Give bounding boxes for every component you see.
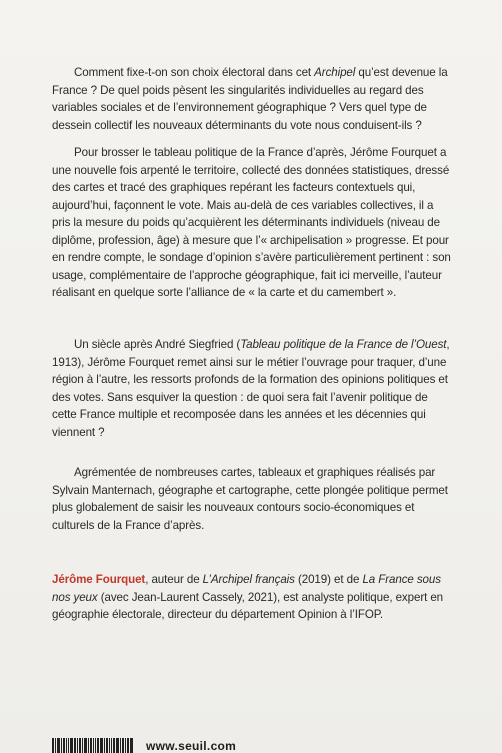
paragraph-bio: Jérôme Fourquet, auteur de L’Archipel français (2019) et de La France sous nos yeux (avec Jean-Laurent Cassely, 2021), est analyste politique, expert en géographie électorale, directeur du département Opinion à l’IFOP. (52, 573, 444, 621)
blurb-text-3 (52, 336, 454, 449)
publisher-website[interactable]: www.seuil.com (146, 738, 237, 753)
paragraph-siegfried: Un siècle après André Siegfried (Tableau politique de la France de l’Ouest, 1913), Jérôme Fourquet remet ainsi sur le métier l’ouvrage pour traquer, d’une région à l’autre, les ressorts profonds de la formation des opinions politiques et des votes. Sans esquiver la question : de quoi sera fait l’avenir politique de cette France multiple et recomposée dans les années et les décennies qui viennent ? (52, 338, 450, 439)
blurb-text (52, 64, 454, 142)
barcode-icon (52, 738, 134, 753)
paragraph-intro: Comment fixe-t-on son choix électoral dans cet Archipel qu’est devenue la France ? De quel poids pèsent les singularités individuelles au regard des variables sociales et de l’environnement géographique ? Vers quel type de dessein collectif les nouveaux déterminants du vote nous conduisent-ils ? (52, 66, 448, 132)
paragraph-maps: Agrémentée de nombreuses cartes, tableaux et graphiques réalisés par Sylvain Manternach, géographe et cartographe, cette plongée politique permet plus globalement de saisir les nouveaux contours socio-économiques et culturels de la France d’après. (52, 466, 448, 532)
blurb-text-2 (52, 144, 454, 310)
book-title-archipel: Archipel (314, 66, 356, 79)
blurb-text-4 (52, 464, 454, 542)
author-bio (52, 571, 454, 632)
author-name: Jérôme Fourquet (52, 573, 146, 586)
footer (52, 738, 472, 753)
book-title-archipel-francais: L’Archipel français (202, 573, 295, 586)
book-title-tableau: Tableau politique de la France de l’Ouest (240, 338, 447, 351)
paragraph-method: Pour brosser le tableau politique de la France d’après, Jérôme Fourquet a une nouvelle fois arpenté le territoire, collecté des données statistiques, dressé des cartes et tracé des graphiques repérant les facteurs contextuels qui, aujourd’hui, façonnent le vote. Mais au-delà de ces variables collectives, il a pris la mesure du poids qu’acquièrent les déterminants individuels (niveau de diplôme, profession, âge) à mesure que l’« archipelisation » progresse. Et pour en rendre compte, le sondage d’opinion s’avère particulièrement pertinent : son usage, complémentaire de l’approche géographique, fait ici merveille, l’auteur réalisant en quelque sorte l’alliance de « la carte et du camembert ». (52, 146, 451, 299)
book-title-france-sous-nos-yeux: La France sous nos yeux (52, 573, 441, 604)
